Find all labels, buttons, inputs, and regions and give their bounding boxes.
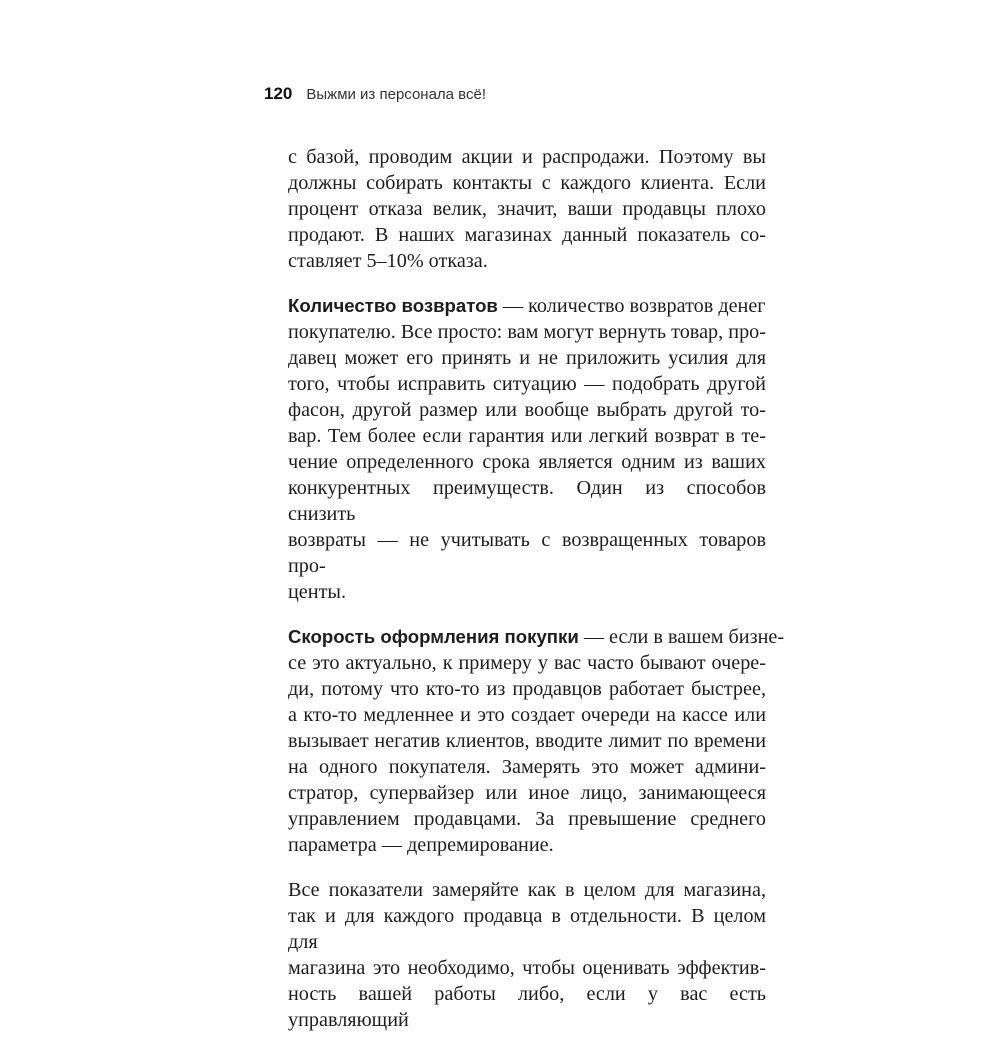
running-head: Выжми из персонала всё! (306, 86, 486, 103)
paragraph-3 (288, 624, 785, 858)
lead-term: Скорость оформления покупки (288, 626, 579, 647)
text-line: с базой, проводим акции и распродажи. Поэтому вы (288, 146, 766, 168)
text-line (288, 293, 766, 319)
text-line: а кто-то медленнее и это создает очереди на кассе или (288, 704, 766, 726)
text-line: вызывает негатив клиентов, вводите лимит по времени (288, 730, 766, 752)
text-line: давец может его принять и не приложить усилия для (288, 347, 766, 369)
text-line: параметра — депремирование. (288, 834, 554, 856)
text-line: фасон, другой размер или вообще выбрать другой то- (288, 399, 766, 421)
text-line: на одного покупателя. Замерять это может админи- (288, 756, 766, 778)
text-line: того, чтобы исправить ситуацию — подобрать другой (288, 373, 766, 395)
paragraph-2 (288, 293, 766, 605)
body-text (288, 144, 785, 1052)
page-header (264, 84, 486, 104)
text-line: продают. В наших магазинах данный показатель со- (288, 224, 766, 246)
text-line: се это актуально, к примеру у вас часто бывают очере- (288, 652, 766, 674)
text-line: ставляет 5–10% отказа. (288, 250, 488, 272)
text-line: чение определенного срока является одним из ваших (288, 451, 766, 473)
text-line: вар. Тем более если гарантия или легкий возврат в те- (288, 425, 766, 447)
paragraph-4 (288, 877, 766, 1033)
lead-term-continuation: — если в вашем бизне- (578, 626, 785, 648)
text-line: процент отказа велик, значит, ваши продавцы плохо (288, 198, 766, 220)
text-line: так и для каждого продавца в отдельности. В целом для (288, 905, 766, 953)
lead-term: Количество возвратов (288, 295, 498, 316)
text-line: стратор, супервайзер или иное лицо, занимающееся (288, 782, 766, 804)
text-line: конкурентных преимуществ. Один из способов снизить (288, 477, 766, 525)
text-line: покупателю. Все просто: вам могут вернуть товар, про- (288, 321, 766, 343)
text-line: должны собирать контакты с каждого клиента. Если (288, 172, 766, 194)
text-line (288, 624, 785, 650)
text-line: управлением продавцами. За превышение среднего (288, 808, 766, 830)
text-line: ность вашей работы либо, если у вас есть управляющий (288, 983, 766, 1031)
paragraph-1 (288, 144, 766, 274)
page-number: 120 (264, 84, 293, 103)
text-line: магазина это необходимо, чтобы оценивать эффектив- (288, 957, 766, 979)
text-line: возвраты — не учитывать с возвращенных товаров про- (288, 529, 766, 577)
lead-term-continuation: — количество возвратов денег (497, 295, 766, 317)
text-line: ди, потому что кто-то из продавцов работает быстрее, (288, 678, 766, 700)
text-line: центы. (288, 581, 346, 603)
text-line: Все показатели замеряйте как в целом для магазина, (288, 879, 766, 901)
